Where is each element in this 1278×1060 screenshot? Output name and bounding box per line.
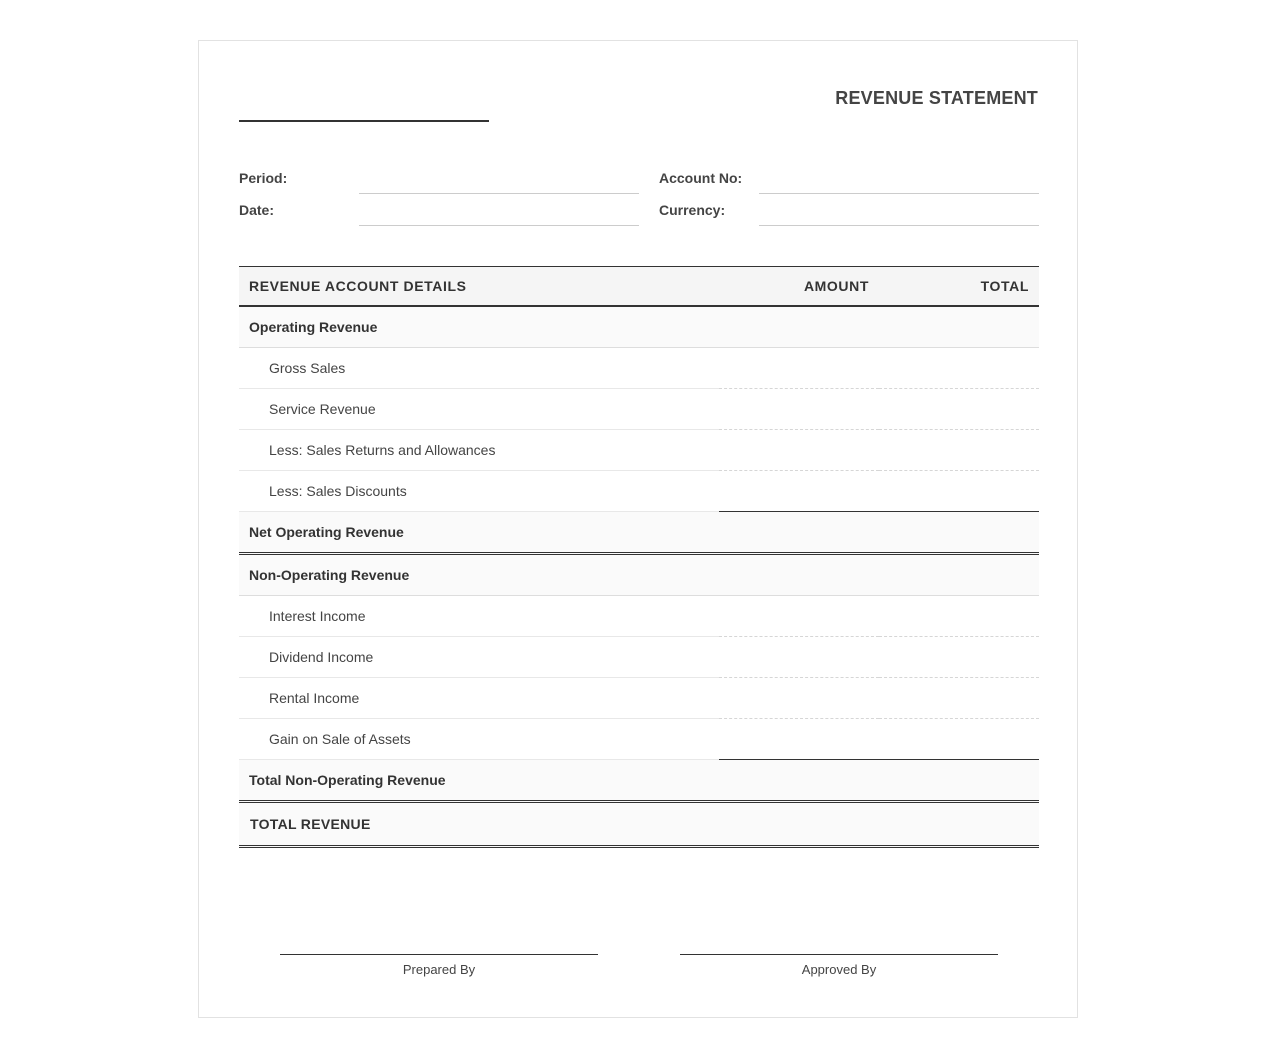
section-heading: Non-Operating Revenue [239, 554, 719, 596]
header-details: REVENUE ACCOUNT DETAILS [239, 267, 719, 307]
amount-cell[interactable] [719, 389, 879, 430]
header-amount: AMOUNT [719, 267, 879, 307]
subtotal-total-cell[interactable] [879, 760, 1039, 802]
line-item-label: Rental Income [239, 678, 719, 719]
section-heading: Operating Revenue [239, 306, 719, 348]
table-row [239, 430, 1039, 471]
period-field[interactable] [359, 193, 639, 194]
date-field[interactable] [359, 225, 639, 226]
amount-cell[interactable] [719, 596, 879, 637]
table-row [239, 637, 1039, 678]
currency-field[interactable] [759, 225, 1039, 226]
total-cell[interactable] [879, 719, 1039, 760]
amount-cell[interactable] [719, 471, 879, 512]
period-label: Period: [239, 170, 288, 186]
total-cell[interactable] [879, 389, 1039, 430]
subtotal-amount-cell[interactable] [719, 760, 879, 802]
grand-total-label: TOTAL REVENUE [239, 802, 719, 847]
account-no-field[interactable] [759, 193, 1039, 194]
grand-total-row [239, 802, 1039, 847]
table-row [239, 678, 1039, 719]
prepared-by-signature-line[interactable] [280, 954, 598, 955]
amount-cell[interactable] [719, 678, 879, 719]
company-name-line[interactable] [239, 120, 489, 122]
total-cell[interactable] [879, 678, 1039, 719]
line-item-label: Less: Sales Returns and Allowances [239, 430, 719, 471]
subtotal-label: Total Non-Operating Revenue [239, 760, 719, 802]
total-cell[interactable] [879, 637, 1039, 678]
amount-cell[interactable] [719, 348, 879, 389]
grand-total-cell[interactable] [879, 802, 1039, 847]
subtotal-label: Net Operating Revenue [239, 512, 719, 554]
amount-cell[interactable] [719, 637, 879, 678]
document-title: REVENUE STATEMENT [835, 88, 1038, 108]
line-item-label: Dividend Income [239, 637, 719, 678]
table-row [239, 389, 1039, 430]
prepared-by-label: Prepared By [402, 962, 476, 977]
subtotal-amount-cell[interactable] [719, 512, 879, 554]
line-item-label: Gross Sales [239, 348, 719, 389]
total-cell[interactable] [879, 430, 1039, 471]
revenue-table [239, 266, 1039, 848]
table-header-row [239, 267, 1039, 307]
table-row [239, 596, 1039, 637]
statement-page [198, 40, 1078, 1018]
total-cell[interactable] [879, 596, 1039, 637]
line-item-label: Service Revenue [239, 389, 719, 430]
header-total: TOTAL [879, 267, 1039, 307]
total-cell[interactable] [879, 471, 1039, 512]
line-item-label: Gain on Sale of Assets [239, 719, 719, 760]
section-row-operating [239, 306, 1039, 348]
amount-cell[interactable] [719, 719, 879, 760]
subtotal-row-non-operating [239, 760, 1039, 802]
currency-label: Currency: [659, 202, 726, 218]
table-row [239, 719, 1039, 760]
line-item-label: Interest Income [239, 596, 719, 637]
subtotal-row-net-operating [239, 512, 1039, 554]
account-no-label: Account No: [659, 170, 743, 186]
table-row [239, 471, 1039, 512]
line-item-label: Less: Sales Discounts [239, 471, 719, 512]
total-cell[interactable] [879, 348, 1039, 389]
section-row-non-operating [239, 554, 1039, 596]
amount-cell[interactable] [719, 430, 879, 471]
grand-total-amount-cell[interactable] [719, 802, 879, 847]
approved-by-label: Approved By [801, 962, 877, 977]
table-row [239, 348, 1039, 389]
approved-by-signature-line[interactable] [680, 954, 998, 955]
date-label: Date: [239, 202, 275, 218]
subtotal-total-cell[interactable] [879, 512, 1039, 554]
